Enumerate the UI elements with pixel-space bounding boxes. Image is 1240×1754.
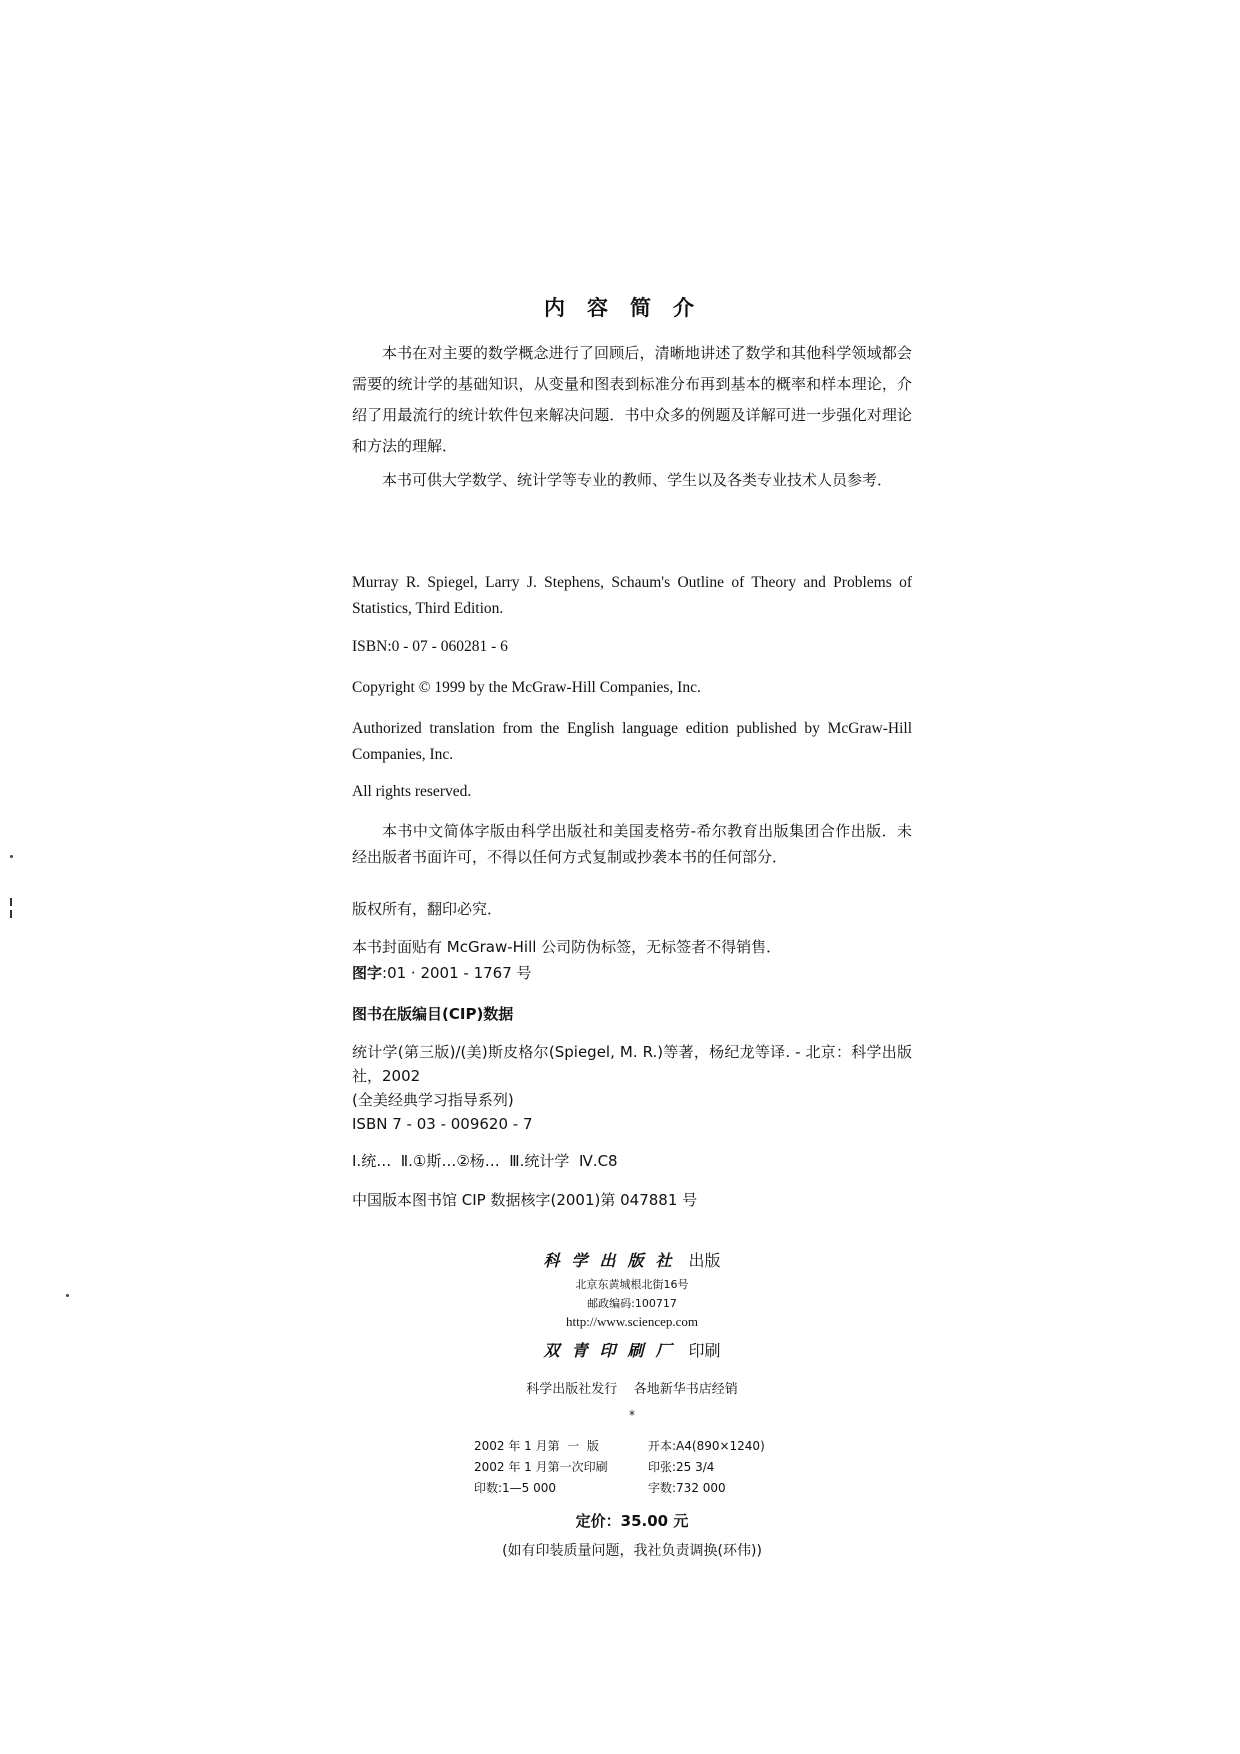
authorized-translation: Authorized translation from the English language edition published by McGraw-Hill Companies, Inc. bbox=[352, 720, 912, 763]
publisher-address: 北京东黄城根北街16号 bbox=[575, 1278, 689, 1291]
summary-audience: 本书可供大学数学、统计学等专业的教师、学生以及各类专业技术人员参考． bbox=[382, 471, 893, 489]
cip-series: (全美经典学习指导系列) bbox=[352, 1091, 514, 1109]
spec-format: 开本:A4(890×1240) bbox=[648, 1439, 765, 1453]
publisher-postcode: 邮政编码:100717 bbox=[587, 1297, 677, 1310]
scan-speck bbox=[10, 855, 13, 858]
cip-entry: 统计学(第三版)/(美)斯皮格尔(Spiegel, M. R.)等著，杨纪龙等译. - 北京：科学出版社，2002 bbox=[352, 1043, 912, 1085]
cip-heading: 图书在版编目(CIP)数据 bbox=[352, 1005, 514, 1023]
spec-edition: 2002 年 1 月第 一 版 bbox=[474, 1439, 599, 1453]
cip-classification: Ⅰ.统… Ⅱ.①斯…②杨… Ⅲ.统计学 Ⅳ.C8 bbox=[352, 1152, 618, 1170]
publisher-name: 科学出版社 bbox=[543, 1251, 684, 1270]
summary-paragraph: 本书在对主要的数学概念进行了回顾后，清晰地讲述了数学和其他科学领域都会需要的统计学的基础知识，从变量和图表到标准分布再到基本的概率和样本理论，介绍了用最流行的统计软件包来解决问题．书中众多的例题及详解可进一步强化对理论和方法的理解． bbox=[352, 344, 912, 455]
publisher-website: http://www.sciencep.com bbox=[565, 1314, 698, 1329]
summary-block bbox=[352, 338, 912, 496]
publisher-line bbox=[352, 1248, 912, 1271]
rights-reserved: All rights reserved. bbox=[352, 783, 472, 800]
cip-verification: 中国版本图书馆 CIP 数据核字(2001)第 047881 号 bbox=[352, 1191, 698, 1209]
contract-number bbox=[352, 962, 912, 983]
spec-sheets: 印张:25 3/4 bbox=[648, 1460, 715, 1474]
chinese-edition-notice: 本书中文简体字版由科学出版社和美国麦格劳-希尔教育出版集团合作出版．未经出版者书面许可，不得以任何方式复制或抄袭本书的任何部分． bbox=[352, 822, 912, 866]
spec-run: 印数:1—5 000 bbox=[474, 1481, 557, 1495]
printer-line bbox=[352, 1338, 912, 1361]
printer-suffix: 印刷 bbox=[688, 1341, 721, 1360]
publisher-suffix: 出版 bbox=[688, 1251, 721, 1270]
cip-isbn: ISBN 7 - 03 - 009620 - 7 bbox=[352, 1115, 533, 1133]
distribution-line: 科学出版社发行 各地新华书店经销 bbox=[526, 1382, 738, 1397]
printer-name: 双青印刷厂 bbox=[543, 1341, 684, 1360]
spec-words: 字数:732 000 bbox=[648, 1481, 726, 1495]
contract-value: :01 · 2001 - 1767 号 bbox=[382, 964, 532, 982]
scan-mark bbox=[10, 898, 12, 906]
original-isbn: ISBN:0 - 07 - 060281 - 6 bbox=[352, 638, 508, 655]
copyright-line: Copyright © 1999 by the McGraw-Hill Companies, Inc. bbox=[352, 679, 701, 696]
contract-label: 图字 bbox=[352, 964, 383, 982]
all-rights-notice: 版权所有，翻印必究． bbox=[352, 900, 503, 918]
scan-speck bbox=[66, 1294, 69, 1297]
separator-star: * bbox=[629, 1408, 635, 1422]
quality-note: (如有印装质量问题，我社负责调换(环伟)) bbox=[502, 1543, 762, 1559]
original-citation: Murray R. Spiegel, Larry J. Stephens, Schaum's Outline of Theory and Problems of Statistics, Third Edition. bbox=[352, 574, 912, 617]
anti-counterfeit-notice: 本书封面贴有 McGraw-Hill 公司防伪标签，无标签者不得销售． bbox=[352, 938, 782, 956]
page-title: 内容简介 bbox=[544, 296, 716, 320]
scan-mark bbox=[10, 910, 12, 918]
price: 定价：35.00 元 bbox=[575, 1512, 689, 1530]
spec-printing: 2002 年 1 月第一次印刷 bbox=[474, 1460, 608, 1474]
